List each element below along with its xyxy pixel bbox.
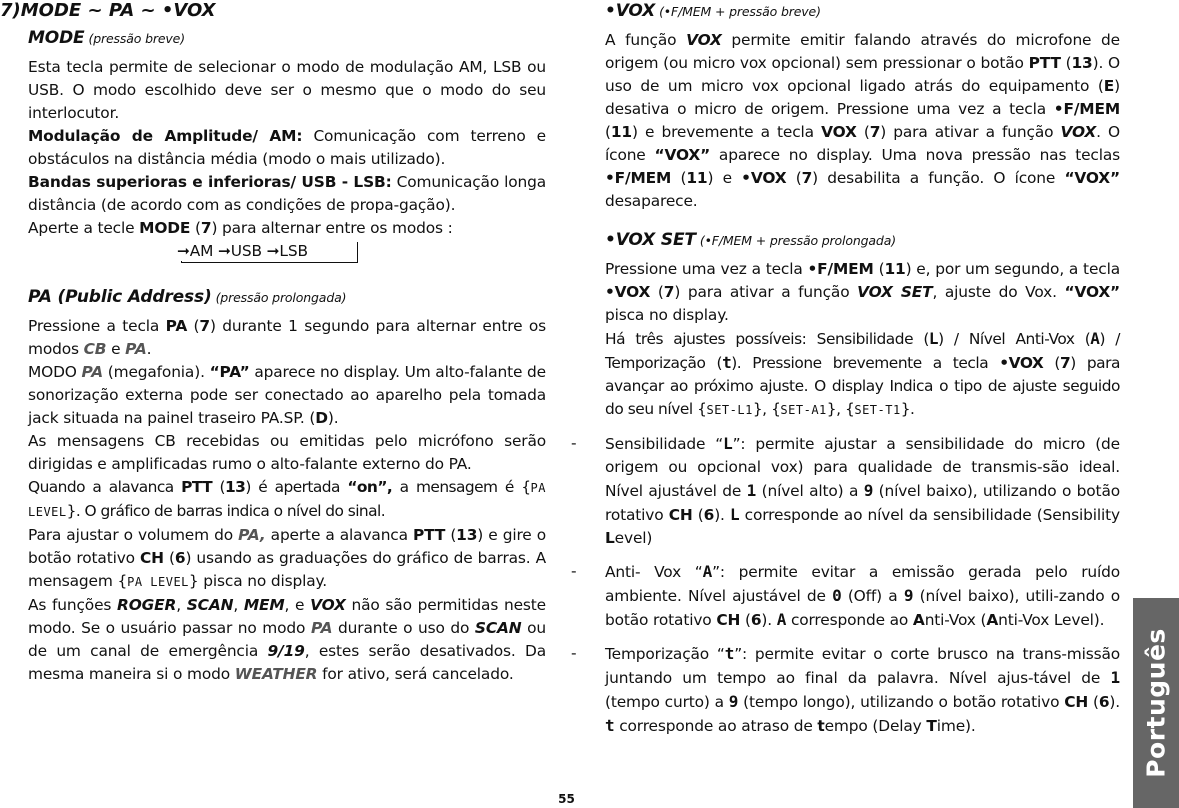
mode-intro: Esta tecla permite de selecionar o modo de modulação AM, LSB ou USB. O modo escolhido deve ser o mesmo que o modo do seu interlocutor. — [28, 58, 546, 122]
cycle-usb: USB — [230, 242, 262, 260]
arrow-right-icon: ➞ — [177, 242, 190, 260]
mode-cycle-diagram — [28, 242, 546, 268]
pa-paragraph-6: As funções ROGER, SCAN, MEM, e VOX não são permitidas neste modo. Se o usuário passar no modo PA durante o uso do SCAN ou de um canal de emergência 9/19, estes serão desativados. Da mesma maneira si o modo WEATHER for ativo, será cancelado. — [28, 596, 547, 683]
right-column — [571, 0, 1121, 738]
pa-heading: PA (Public Address) (pressão prolongada) — [28, 287, 347, 307]
voxset-subheading: (•F/MEM + pressão prolongada) — [699, 233, 896, 248]
voxset-heading: •VOX SET (•F/MEM + pressão prolongada) — [605, 230, 896, 250]
pa-paragraph-2: MODO PA (megafonia). “PA” aparece no display. Um alto-falante de sonorização externa pode ser conectado ao aparelho pela tomada jack situada na painel traseiro PA.SP. (D). — [28, 363, 546, 427]
pa-paragraph-5: Para ajustar o volumem do PA, aperte a alavanca PTT (13) e gire o botão rotativo CH (6) usando as graduações do gráfico de barras. A mensagem {PA LEVEL} pisca no display. — [28, 526, 546, 590]
vox-subheading: (•F/MEM + pressão breve) — [659, 4, 821, 19]
left-column — [28, 27, 546, 686]
section-title: 7)MODE ~ PA ~ •VOX — [0, 0, 216, 21]
cycle-items — [173, 242, 312, 261]
voxset-paragraph-1: Pressione uma vez a tecla •F/MEM (11) e, por um segundo, a tecla •VOX (7) para ativar a função VOX SET, ajuste do Vox. “VOX” pisca no display. — [605, 260, 1121, 324]
vox-paragraph: A função VOX permite emitir falando através do microfone de origem (ou micro vox opcional) sem pressionar o botão PTT (13). O uso de um micro vox opcional ligado atrás do equipamento (E) desativa o micro de origem. Pressione uma vez a tecla •F/MEM (11) e brevemente a tecla VOX (7) para ativar a função VOX. O ícone “VOX” aparece no display. Uma nova pressão nas teclas •F/MEM (11) e •VOX (7) desabilita a função. O ícone “VOX” desaparece. — [605, 31, 1120, 210]
cycle-lsb: LSB — [279, 242, 308, 260]
pa-paragraph-1: Pressione a tecla PA (7) durante 1 segundo para alternar entre os modos CB e PA. — [28, 317, 546, 358]
language-tab-label: Português — [1141, 628, 1171, 778]
list-item: - Temporização “t”: permite evitar o corte brusco na trans-missão juntando um tempo ao final da palavra. Nível ajus-tável de 1 (tempo curto) a 9 (tempo longo), utilizando o botão rotativo CH (6). t corresponde ao atraso de tempo (Delay Time). — [571, 644, 1120, 735]
pa-paragraph-4: Quando a alavanca PTT (13) é apertada “on”, a mensagem é {PA LEVEL}. O gráfico de barras indica o nível do sinal. — [28, 478, 546, 520]
voxset-paragraph-2: Há três ajustes possíveis: Sensibilidade (L) / Nível Anti-Vox (A) / Temporização (t). Pressione brevemente a tecla •VOX (7) para avançar ao próximo ajuste. O display Indica o tipo de ajuste seguido do seu nível {SET-L1}, {SET-A1}, {SET-T1}. — [605, 329, 1120, 418]
list-item: - Anti- Vox “A”: permite evitar a emissão gerada pelo ruído ambiente. Nível ajustável de 0 (Off) a 9 (nível baixo), utili-zando o botão rotativo CH (6). A corresponde ao Anti-Vox (Anti-Vox Level). — [571, 562, 1121, 629]
arrow-right-icon: ➞ — [218, 242, 231, 260]
lcd-pa-level: PA LEVEL — [28, 481, 546, 519]
cycle-am: AM — [189, 242, 214, 260]
mode-heading: MODE (pressão breve) — [28, 28, 185, 48]
am-description: Modulação de Amplitude/ AM: Comunicação com terreno e obstáculos na distância média (modo o mais utilizado). — [28, 127, 547, 168]
arrow-right-icon: ➞ — [266, 242, 280, 260]
language-tab — [1133, 598, 1179, 808]
pa-paragraph-3: As mensagens CB recebidas ou emitidas pelo micrófono serão dirigidas e amplificadas rumo o alto-falante externo do PA. — [28, 432, 546, 473]
page-number: 55 — [558, 792, 575, 806]
mode-subheading: (pressão breve) — [88, 31, 185, 46]
pa-subheading: (pressão prolongada) — [215, 290, 347, 305]
ssb-description: Bandas superioras e inferioras/ USB - LSB: Comunicação longa distância (de acordo com as condições de propa-gação). — [28, 173, 546, 214]
mode-press-instruction: Aperte a tecle MODE (7) para alternar entre os modos : — [28, 219, 453, 237]
list-item: - Sensibilidade “L”: permite ajustar a sensibilidade do micro (de origem ou opcional vox) para qualidade de transmis-são ideal. Nível ajustável de 1 (nível alto) a 9 (nível baixo), utilizando o botão rotativo CH (6). L corresponde ao nível da sensibilidade (Sensibility Level) — [571, 434, 1120, 547]
vox-heading: •VOX (•F/MEM + pressão breve) — [605, 1, 821, 21]
lcd-pa-level: PA LEVEL — [127, 575, 189, 589]
